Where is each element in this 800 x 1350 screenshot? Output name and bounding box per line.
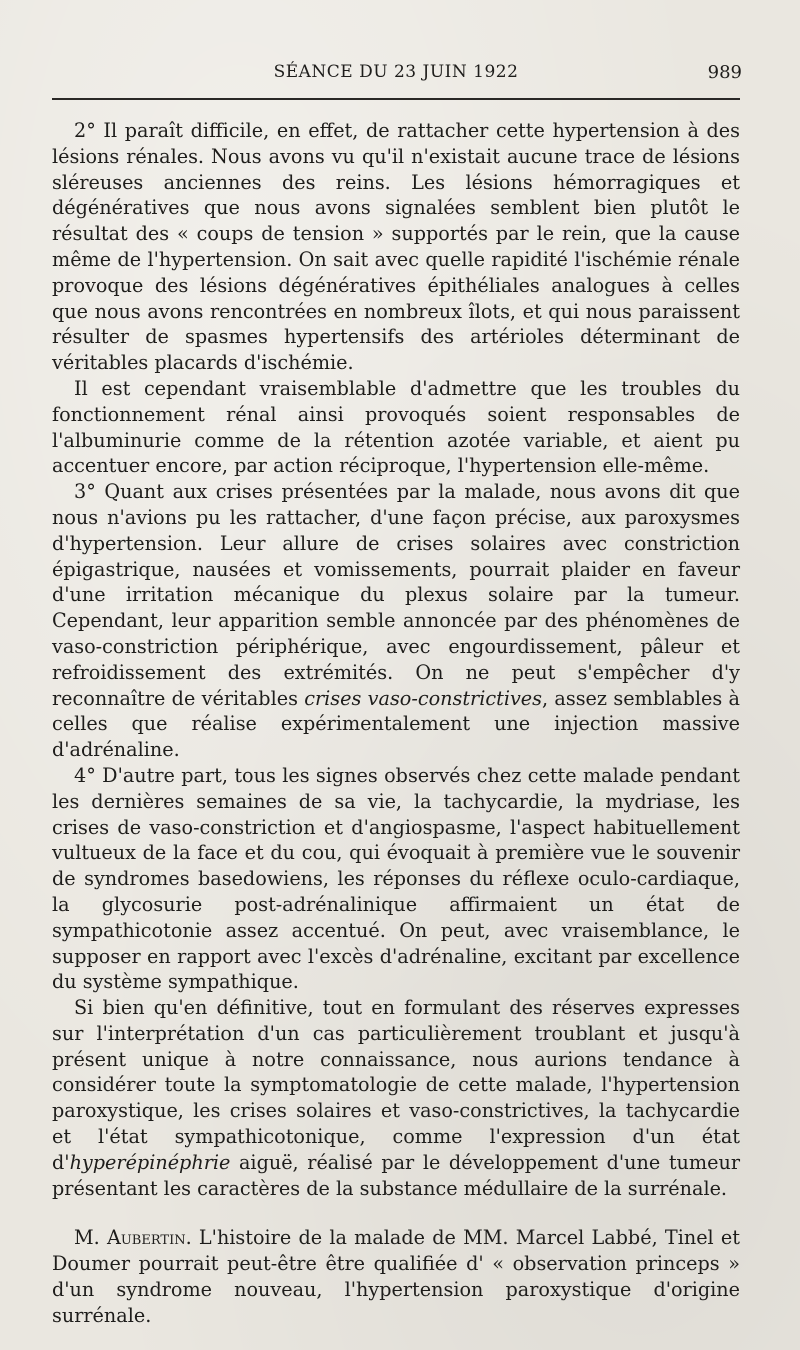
running-header [52,62,740,90]
paragraph-renal-lesions: 2° Il paraît difficile, en effet, de rattacher cette hypertension à des lésions rénales. Nous avons vu qu'il n'existait aucune trace de lésions sléreuses anciennes des reins. Les lésions hémorragiques et dégénératives que nous avons signalées semblent bien plutôt le résultat des « coups de tension » supportés par le rein, que la cause même de l'hypertension. On sait avec quelle rapidité l'ischémie rénale provoque des lésions dégénératives épithéliales analogues à celles que nous avons rencontrées en nombreux îlots, et qui nous paraissent résulter de spasmes hypertensifs des artérioles déterminant de véritables placards d'ischémie. [52,119,740,375]
paragraph-crises [52,479,740,763]
header-title: SÉANCE DU 23 JUIN 1922 [273,62,519,82]
paragraph-conclusion-text: Si bien qu'en définitive, tout en formulant des réserves expresses sur l'interprétation d'un cas particulièrement troublant et jusqu'à présent unique à notre connaissance, nous aurions tendance à considérer toute la symptomatologie de cette malade, l'hypertension paroxystique, les crises solaires et vaso-constrictives, la tachycardie et l'état sympathicotonique, comme l'expression d'un état d' [52,996,740,1174]
paragraph-renal-function: Il est cependant vraisemblable d'admettre que les troubles du fonctionnement rénal ainsi provoqués soient responsables de l'albuminurie comme de la rétention azotée variable, et aient pu accentuer encore, par action réciproque, l'hypertension elle-même. [52,376,740,478]
header-rule [52,98,740,100]
paragraph-crises-text-end: , assez semblables à celles que réalise expérimentalement une injection massive d'adrénaline. [52,686,740,762]
paragraph-crises-text: 3° Quant aux crises présentées par la malade, nous avons dit que nous n'avions pu les rattacher, d'une façon précise, aux paroxysmes d'hypertension. Leur allure de crises solaires avec constriction épigastrique, nausées et vomissements, pourrait plaider en faveur d'une irritation mécanique du plexus solaire par la tumeur. Cependant, leur apparition semble annoncée par des phénomènes de vaso-constriction périphérique, avec engourdissement, pâleur et refroidissement des extrémités. On ne peut s'empêcher d'y reconnaître de véritables [52,480,740,710]
paragraph-conclusion-text-end: aiguë, réalisé par le développement d'une tumeur présentant les caractères de la substance médullaire de la surrénale. [52,1150,740,1200]
paragraph-sympathicotonia: 4° D'autre part, tous les signes observés chez cette malade pendant les dernières semaines de sa vie, la tachycardie, la mydriase, les crises de vaso-constriction et d'angiospasme, l'aspect habituellement vultueux de la face et du cou, qui évoquait à première vue le souvenir de syndromes basedowiens, les réponses du réflexe oculo-cardiaque, la glycosurie post-adrénalinique affirmaient un état de sympathicotonie assez accentué. On peut, avec vraisemblance, le supposer en rapport avec l'excès d'adrénaline, excitant par excellence du système sympathique. [52,763,740,994]
paragraph-conclusion [52,995,740,1201]
body-text [52,118,740,1329]
italic-term-hyperepinephrie: hyperépinéphrie [69,1150,231,1174]
paragraph-aubertin-comment [52,1225,740,1328]
italic-term-crises-vaso-constrictives: crises vaso-constrictives [304,686,542,710]
page-number: 989 [707,62,742,83]
speaker-name: M. Aubertin. [74,1226,192,1250]
comment-text: L'histoire de la malade de MM. Marcel Labbé, Tinel et Doumer pourrait peut-être être qualifiée d' « observation princeps » d'un syndrome nouveau, l'hypertension paroxystique d'origine surrénale. [52,1226,740,1327]
